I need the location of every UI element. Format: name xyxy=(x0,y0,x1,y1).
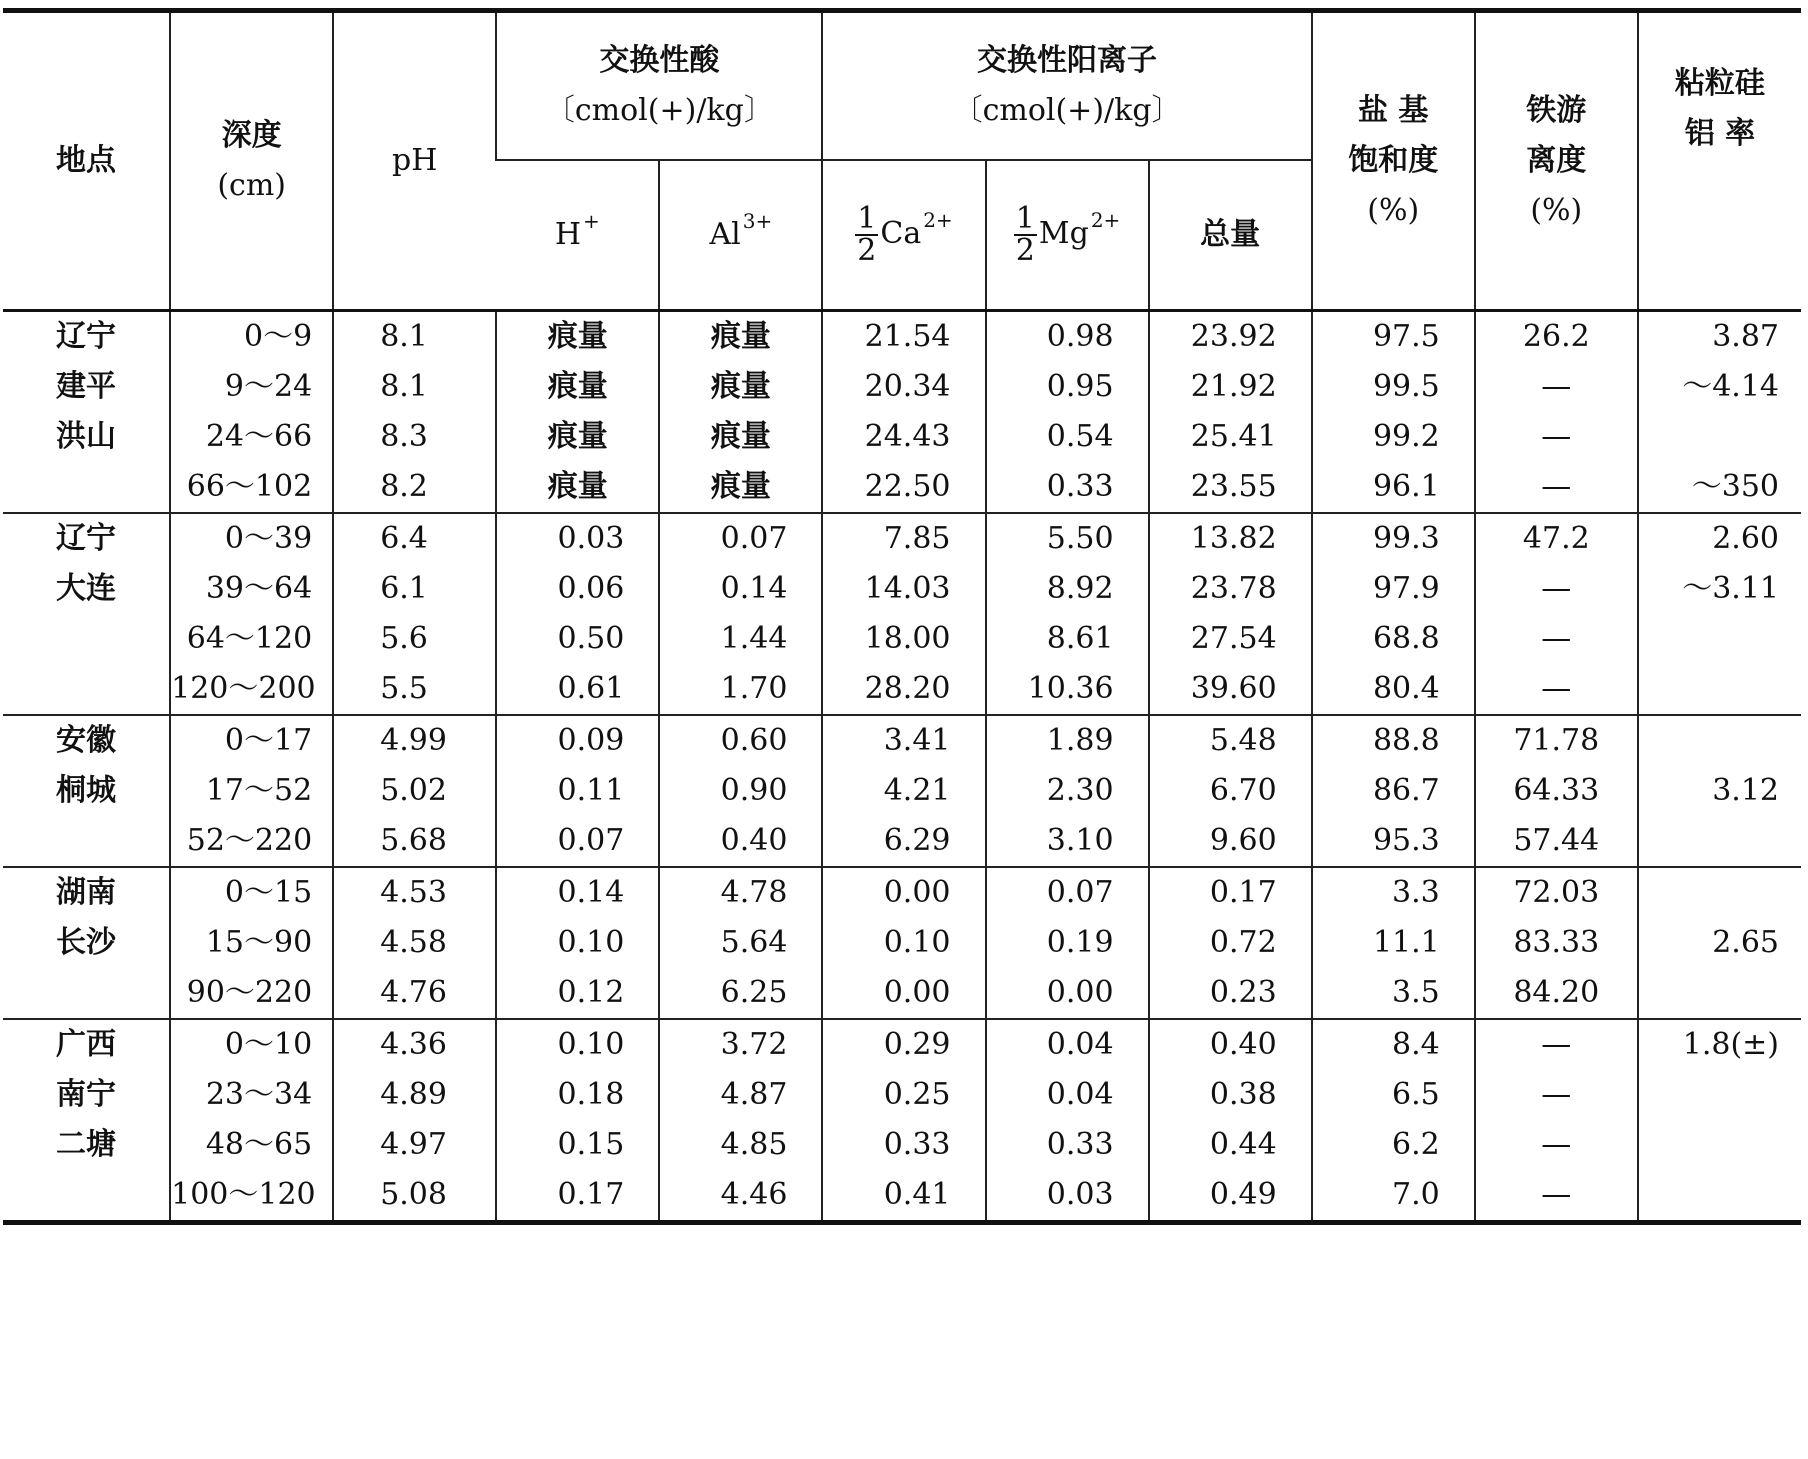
site-cell-value: 辽宁 xyxy=(56,319,117,354)
al-ion-cell xyxy=(659,867,822,1019)
base-saturation-cell-value: 80.4 xyxy=(1372,671,1440,706)
base-saturation-cell-value: 3.5 xyxy=(1392,975,1440,1010)
base-saturation-cell xyxy=(1312,513,1475,715)
ph-cell-value: 4.36 xyxy=(380,1027,447,1062)
mg-ion-cell xyxy=(986,311,1149,514)
h-ion-cell-value: 0.10 xyxy=(557,925,625,960)
mg-ion-cell-value: 0.04 xyxy=(1046,1027,1114,1062)
ca-ion-cell-value: 20.34 xyxy=(864,369,951,404)
depth-cell-value: 66～102 xyxy=(186,469,313,504)
ca-ion-cell-value: 0.33 xyxy=(883,1127,951,1162)
al-ion-cell-value: 0.40 xyxy=(720,823,788,858)
base-saturation-cell-value: 11.1 xyxy=(1372,925,1440,960)
ca-ion-cell xyxy=(822,311,985,514)
site-cell xyxy=(3,1019,170,1223)
ph-cell-value: 6.1 xyxy=(380,571,428,606)
ph-cell-value: 4.89 xyxy=(380,1077,447,1112)
free-iron-cell xyxy=(1475,311,1638,514)
ph-cell-value: 4.97 xyxy=(380,1127,447,1162)
ph-cell-value: 8.3 xyxy=(380,419,428,454)
h-ion-cell-value: 0.11 xyxy=(557,773,625,808)
al-ion-cell-value: 1.70 xyxy=(720,671,788,706)
base-saturation-cell-value: 99.2 xyxy=(1372,419,1440,454)
total-cell-value: 0.38 xyxy=(1209,1077,1277,1112)
h-ion-cell xyxy=(496,867,659,1019)
base-saturation-cell-value: 95.3 xyxy=(1372,823,1440,858)
mg-ion-cell-value: 0.95 xyxy=(1046,369,1114,404)
clay-ratio-cell-value: 2.60 xyxy=(1712,521,1779,556)
base-saturation-cell xyxy=(1312,867,1475,1019)
depth-cell-value: 100～120 xyxy=(171,1177,316,1212)
total-cell xyxy=(1149,867,1312,1019)
base-saturation-cell-value: 86.7 xyxy=(1372,773,1440,808)
clay-ratio-cell xyxy=(1638,311,1801,514)
header-ph: pH xyxy=(333,11,496,311)
depth-cell xyxy=(170,1019,333,1223)
free-iron-cell-value: — xyxy=(1541,1127,1572,1162)
depth-cell-value: 0～15 xyxy=(224,875,313,910)
header-ca-ion: $\frac{1}{2}$ Ca $^{2+}$ xyxy=(822,160,985,311)
total-cell-value: 39.60 xyxy=(1190,671,1277,706)
table-header xyxy=(3,11,1801,311)
header-clay-silica-alumina-ratio: 粘粒硅 铝 率 xyxy=(1638,11,1801,311)
al-ion-cell-value: 0.60 xyxy=(720,723,788,758)
site-cell-value: 安徽 xyxy=(56,723,117,758)
depth-cell-value: 0～9 xyxy=(244,319,313,354)
mg-ion-cell-value: 3.10 xyxy=(1046,823,1114,858)
header-site: 地点 xyxy=(56,143,117,178)
total-cell xyxy=(1149,513,1312,715)
free-iron-cell-value: 64.33 xyxy=(1513,773,1600,808)
h-ion-cell-value: 0.50 xyxy=(557,621,625,656)
total-cell-value: 0.17 xyxy=(1209,875,1277,910)
base-saturation-cell-value: 68.8 xyxy=(1372,621,1440,656)
site-cell-value: 洪山 xyxy=(56,419,117,454)
total-cell-value: 0.23 xyxy=(1209,975,1277,1010)
table-row xyxy=(3,1019,1801,1223)
base-saturation-cell-value: 97.5 xyxy=(1372,319,1440,354)
table-row xyxy=(3,867,1801,1019)
total-cell-value: 0.72 xyxy=(1209,925,1277,960)
clay-ratio-cell-value xyxy=(1639,1120,1779,1170)
free-iron-cell-value: 83.33 xyxy=(1513,925,1600,960)
al-ion-cell xyxy=(659,715,822,867)
ca-ion-cell xyxy=(822,867,985,1019)
mg-ion-cell-value: 10.36 xyxy=(1027,671,1114,706)
mg-ion-cell-value: 8.92 xyxy=(1046,571,1114,606)
depth-cell xyxy=(170,867,333,1019)
header-depth: 深度 (cm) xyxy=(170,11,333,311)
al-ion-cell xyxy=(659,1019,822,1223)
free-iron-cell-value: 84.20 xyxy=(1513,975,1600,1010)
clay-ratio-cell-value xyxy=(1639,614,1779,664)
depth-cell-value: 0～39 xyxy=(224,521,313,556)
total-cell-value: 0.49 xyxy=(1209,1177,1277,1212)
depth-cell-value: 48～65 xyxy=(205,1127,313,1162)
h-ion-cell-value: 0.07 xyxy=(557,823,625,858)
depth-cell-value: 0～10 xyxy=(224,1027,313,1062)
site-cell-value: 桐城 xyxy=(56,773,117,808)
clay-ratio-cell-value: ～3.11 xyxy=(1682,571,1779,606)
free-iron-cell-value: — xyxy=(1541,419,1572,454)
total-cell-value: 6.70 xyxy=(1209,773,1277,808)
total-cell-value: 0.44 xyxy=(1209,1127,1277,1162)
mg-ion-cell-value: 8.61 xyxy=(1046,621,1114,656)
al-ion-cell-value: 5.64 xyxy=(720,925,788,960)
base-saturation-cell-value: 99.3 xyxy=(1372,521,1440,556)
al-ion-cell-value: 4.46 xyxy=(720,1177,788,1212)
h-ion-cell-value: 0.17 xyxy=(557,1177,625,1212)
ca-ion-cell-value: 0.41 xyxy=(883,1177,951,1212)
clay-ratio-cell-value: 3.12 xyxy=(1712,773,1779,808)
depth-cell-value: 17～52 xyxy=(205,773,313,808)
depth-cell-value: 90～220 xyxy=(186,975,313,1010)
base-saturation-cell xyxy=(1312,1019,1475,1223)
ca-ion-cell-value: 7.85 xyxy=(883,521,951,556)
depth-cell-value: 39～64 xyxy=(205,571,313,606)
clay-ratio-cell-value: ～4.14 xyxy=(1682,369,1779,404)
free-iron-cell xyxy=(1475,1019,1638,1223)
clay-ratio-cell xyxy=(1638,1019,1801,1223)
depth-cell-value: 24～66 xyxy=(205,419,313,454)
al-ion-cell-value: 0.14 xyxy=(720,571,788,606)
mg-ion-cell-value: 5.50 xyxy=(1046,521,1114,556)
base-saturation-cell-value: 6.5 xyxy=(1392,1077,1440,1112)
clay-ratio-cell-value xyxy=(1639,412,1779,462)
ca-ion-cell-value: 21.54 xyxy=(864,319,951,354)
total-cell xyxy=(1149,311,1312,514)
half-fraction: $\frac{1}{2}$ xyxy=(1015,201,1035,268)
ca-ion-cell xyxy=(822,715,985,867)
header-exchangeable-cations: 交换性阳离子 〔cmol(+)/kg〕 xyxy=(822,11,1311,161)
ph-cell-value: 5.6 xyxy=(380,621,428,656)
mg-ion-cell-value: 0.03 xyxy=(1046,1177,1114,1212)
site-cell xyxy=(3,715,170,867)
h-ion-cell-value: 0.61 xyxy=(557,671,625,706)
h-ion-cell xyxy=(496,1019,659,1223)
mg-ion-cell-value: 0.04 xyxy=(1046,1077,1114,1112)
free-iron-cell-value: 71.78 xyxy=(1513,723,1600,758)
total-cell-value: 21.92 xyxy=(1190,369,1277,404)
table-row xyxy=(3,311,1801,514)
free-iron-cell-value: — xyxy=(1541,671,1572,706)
clay-ratio-cell xyxy=(1638,867,1801,1019)
base-saturation-cell-value: 6.2 xyxy=(1392,1127,1440,1162)
free-iron-cell xyxy=(1475,513,1638,715)
base-saturation-cell-value: 7.0 xyxy=(1392,1177,1440,1212)
h-ion-cell xyxy=(496,513,659,715)
al-ion-cell-value: 4.85 xyxy=(720,1127,788,1162)
h-ion-cell-value: 0.10 xyxy=(557,1027,625,1062)
site-cell-value: 南宁 xyxy=(56,1077,117,1112)
depth-cell-value: 64～120 xyxy=(186,621,313,656)
mg-ion-cell-value: 0.98 xyxy=(1046,319,1114,354)
ca-ion-cell-value: 18.00 xyxy=(864,621,951,656)
al-ion-cell-value: 痕量 xyxy=(710,419,771,454)
depth-cell-value: 9～24 xyxy=(224,369,313,404)
site-cell-value: 二塘 xyxy=(56,1127,117,1162)
ca-ion-cell-value: 24.43 xyxy=(864,419,951,454)
ca-ion-cell-value: 14.03 xyxy=(864,571,951,606)
depth-cell-value: 0～17 xyxy=(224,723,313,758)
clay-ratio-cell-value: 1.8(±) xyxy=(1682,1027,1779,1062)
mg-ion-cell-value: 1.89 xyxy=(1046,723,1114,758)
h-ion-cell-value: 0.03 xyxy=(557,521,625,556)
site-cell-value: 大连 xyxy=(56,571,117,606)
site-cell xyxy=(3,513,170,715)
total-cell-value: 0.40 xyxy=(1209,1027,1277,1062)
total-cell-value: 25.41 xyxy=(1190,419,1277,454)
base-saturation-cell-value: 8.4 xyxy=(1392,1027,1440,1062)
ph-cell xyxy=(333,311,496,514)
total-cell-value: 9.60 xyxy=(1209,823,1277,858)
ca-ion-cell xyxy=(822,513,985,715)
ph-cell-value: 4.58 xyxy=(380,925,447,960)
ca-ion-cell-value: 6.29 xyxy=(883,823,951,858)
ph-cell xyxy=(333,867,496,1019)
table-row xyxy=(3,715,1801,867)
al-ion-cell-value: 痕量 xyxy=(710,469,771,504)
mg-ion-cell-value: 0.07 xyxy=(1046,875,1114,910)
free-iron-cell-value: 47.2 xyxy=(1522,521,1590,556)
ph-cell-value: 5.08 xyxy=(380,1177,447,1212)
clay-ratio-cell-value: 2.65 xyxy=(1712,925,1779,960)
ph-cell-value: 5.68 xyxy=(380,823,447,858)
base-saturation-cell-value: 99.5 xyxy=(1372,369,1440,404)
mg-ion-cell xyxy=(986,1019,1149,1223)
clay-ratio-cell-value xyxy=(1639,664,1779,714)
header-exchangeable-acid: 交换性酸 〔cmol(+)/kg〕 xyxy=(496,11,822,161)
al-ion-cell-value: 0.90 xyxy=(720,773,788,808)
h-ion-cell-value: 痕量 xyxy=(547,469,608,504)
base-saturation-cell-value: 96.1 xyxy=(1372,469,1440,504)
depth-cell-value: 52～220 xyxy=(186,823,313,858)
site-cell-value: 广西 xyxy=(56,1027,117,1062)
free-iron-cell-value: — xyxy=(1541,621,1572,656)
al-ion-cell-value: 4.78 xyxy=(720,875,788,910)
depth-cell-value: 23～34 xyxy=(205,1077,313,1112)
header-free-iron: 铁游 离度 (%) xyxy=(1475,11,1638,311)
mg-ion-cell-value: 0.19 xyxy=(1046,925,1114,960)
site-cell-value: 长沙 xyxy=(56,925,117,960)
site-cell-value: 湖南 xyxy=(56,875,117,910)
h-ion-cell-value: 痕量 xyxy=(547,419,608,454)
ph-cell-value: 8.1 xyxy=(380,319,428,354)
free-iron-cell xyxy=(1475,867,1638,1019)
total-cell xyxy=(1149,1019,1312,1223)
depth-cell xyxy=(170,715,333,867)
free-iron-cell-value: — xyxy=(1541,469,1572,504)
h-ion-cell-value: 0.18 xyxy=(557,1077,625,1112)
free-iron-cell xyxy=(1475,715,1638,867)
mg-ion-cell-value: 0.54 xyxy=(1046,419,1114,454)
ph-cell xyxy=(333,1019,496,1223)
half-fraction: $\frac{1}{2}$ xyxy=(857,201,877,268)
al-ion-cell-value: 3.72 xyxy=(720,1027,788,1062)
ca-ion-cell-value: 22.50 xyxy=(864,469,951,504)
ph-cell-value: 8.2 xyxy=(380,469,428,504)
header-mg-ion: $\frac{1}{2}$ Mg $^{2+}$ xyxy=(986,160,1149,311)
h-ion-cell-value: 0.12 xyxy=(557,975,625,1010)
total-cell-value: 27.54 xyxy=(1190,621,1277,656)
free-iron-cell-value: 72.03 xyxy=(1513,875,1600,910)
mg-ion-cell-value: 0.00 xyxy=(1046,975,1114,1010)
al-ion-cell-value: 0.07 xyxy=(720,521,788,556)
ph-cell-value: 8.1 xyxy=(380,369,428,404)
ca-ion-cell xyxy=(822,1019,985,1223)
total-cell-value: 23.78 xyxy=(1190,571,1277,606)
table-row xyxy=(3,513,1801,715)
clay-ratio-cell-value: 3.87 xyxy=(1712,319,1779,354)
clay-ratio-cell xyxy=(1638,715,1801,867)
free-iron-cell-value: — xyxy=(1541,369,1572,404)
ph-cell xyxy=(333,513,496,715)
clay-ratio-cell xyxy=(1638,513,1801,715)
al-ion-cell-value: 6.25 xyxy=(720,975,788,1010)
ca-ion-cell-value: 0.10 xyxy=(883,925,951,960)
mg-ion-cell xyxy=(986,513,1149,715)
ca-ion-cell-value: 0.29 xyxy=(883,1027,951,1062)
total-cell-value: 13.82 xyxy=(1190,521,1277,556)
depth-cell-value: 120～200 xyxy=(171,671,316,706)
ph-cell-value: 6.4 xyxy=(380,521,428,556)
base-saturation-cell-value: 88.8 xyxy=(1372,723,1440,758)
base-saturation-cell-value: 97.9 xyxy=(1372,571,1440,606)
header-base-saturation: 盐 基 饱和度 (%) xyxy=(1312,11,1475,311)
free-iron-cell-value: — xyxy=(1541,1077,1572,1112)
depth-cell xyxy=(170,513,333,715)
h-ion-cell xyxy=(496,715,659,867)
site-cell-value: 辽宁 xyxy=(56,521,117,556)
total-cell-value: 5.48 xyxy=(1209,723,1277,758)
h-ion-cell-value: 0.09 xyxy=(557,723,625,758)
mg-ion-cell-value: 0.33 xyxy=(1046,1127,1114,1162)
ph-cell-value: 4.99 xyxy=(380,723,447,758)
base-saturation-cell xyxy=(1312,311,1475,514)
clay-ratio-cell-value xyxy=(1639,1170,1779,1220)
h-ion-cell-value: 0.06 xyxy=(557,571,625,606)
site-cell xyxy=(3,311,170,514)
clay-ratio-cell-value: ～350 xyxy=(1691,469,1779,504)
base-saturation-cell-value: 3.3 xyxy=(1392,875,1440,910)
h-ion-cell-value: 痕量 xyxy=(547,319,608,354)
free-iron-cell-value: 57.44 xyxy=(1513,823,1600,858)
h-ion-cell-value: 0.14 xyxy=(557,875,625,910)
ca-ion-cell-value: 0.00 xyxy=(883,875,951,910)
soil-properties-table xyxy=(3,8,1801,1225)
header-al-ion: Al $^{3+}$ xyxy=(659,160,822,311)
site-cell-value: 建平 xyxy=(56,369,117,404)
depth-cell-value: 15～90 xyxy=(205,925,313,960)
ca-ion-cell-value: 28.20 xyxy=(864,671,951,706)
site-cell xyxy=(3,867,170,1019)
free-iron-cell-value: — xyxy=(1541,1027,1572,1062)
base-saturation-cell xyxy=(1312,715,1475,867)
ca-ion-cell-value: 4.21 xyxy=(883,773,951,808)
ph-cell-value: 5.02 xyxy=(380,773,447,808)
free-iron-cell-value: 26.2 xyxy=(1522,319,1590,354)
table-body xyxy=(3,311,1801,1223)
h-ion-cell-value: 痕量 xyxy=(547,369,608,404)
al-ion-cell xyxy=(659,513,822,715)
al-ion-cell xyxy=(659,311,822,514)
ph-cell-value: 4.53 xyxy=(380,875,447,910)
mg-ion-cell-value: 0.33 xyxy=(1046,469,1114,504)
ph-cell-value: 5.5 xyxy=(380,671,428,706)
total-cell-value: 23.92 xyxy=(1190,319,1277,354)
free-iron-cell-value: — xyxy=(1541,1177,1572,1212)
mg-ion-cell xyxy=(986,867,1149,1019)
al-ion-cell-value: 4.87 xyxy=(720,1077,788,1112)
ca-ion-cell-value: 3.41 xyxy=(883,723,951,758)
mg-ion-cell xyxy=(986,715,1149,867)
al-ion-cell-value: 痕量 xyxy=(710,319,771,354)
header-total: 总量 xyxy=(1149,160,1312,311)
ca-ion-cell-value: 0.25 xyxy=(883,1077,951,1112)
header-h-ion: H + xyxy=(554,209,600,252)
ca-ion-cell-value: 0.00 xyxy=(883,975,951,1010)
ph-cell xyxy=(333,715,496,867)
free-iron-cell-value: — xyxy=(1541,571,1572,606)
depth-cell xyxy=(170,311,333,514)
ph-cell-value: 4.76 xyxy=(380,975,447,1010)
al-ion-cell-value: 痕量 xyxy=(710,369,771,404)
al-ion-cell-value: 1.44 xyxy=(720,621,788,656)
h-ion-cell xyxy=(496,311,659,514)
total-cell-value: 23.55 xyxy=(1190,469,1277,504)
clay-ratio-cell-value xyxy=(1639,1070,1779,1120)
h-ion-cell-value: 0.15 xyxy=(557,1127,625,1162)
mg-ion-cell-value: 2.30 xyxy=(1046,773,1114,808)
total-cell xyxy=(1149,715,1312,867)
